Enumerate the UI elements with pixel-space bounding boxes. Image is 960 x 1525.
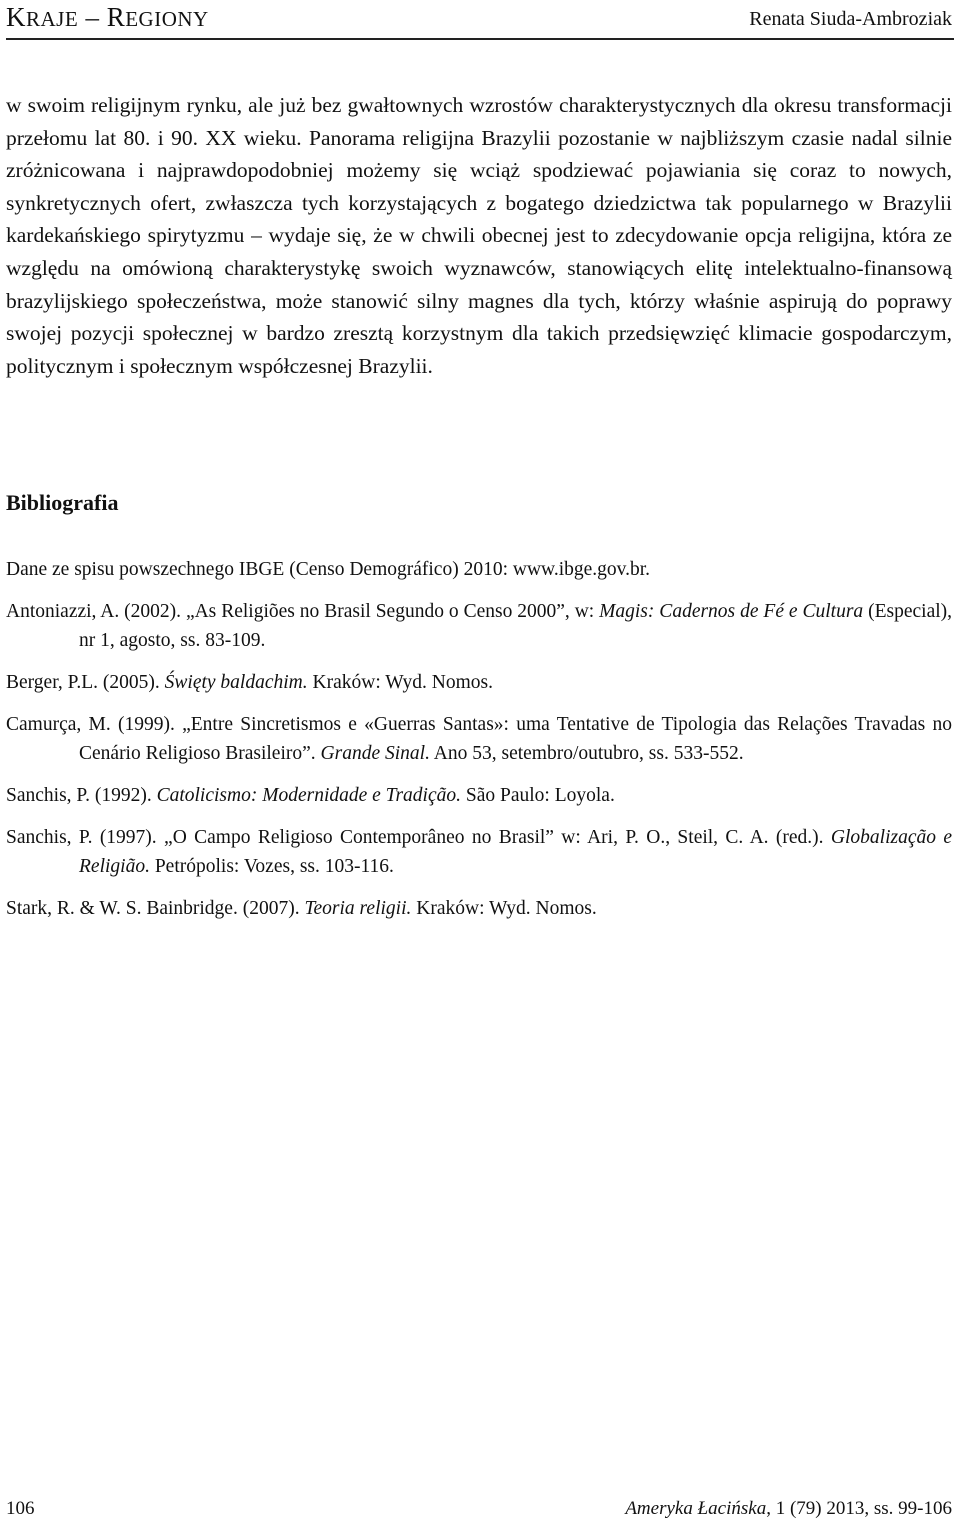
journal-title-egiony: EGIONY <box>125 7 209 31</box>
entry-text: Camurça, M. (1999). „Entre Sincretismos e «Guerras Santas»: uma Tentative de Tipologia das Relações Travadas no Cenário Religioso Brasileiro”. <box>6 714 952 764</box>
entry-title: Magis: Cadernos de Fé e Cultura <box>599 601 864 622</box>
bibliography-heading: Bibliografia <box>6 490 119 515</box>
bibliography-entry <box>6 668 952 697</box>
body-paragraph: w swoim religijnym rynku, ale już bez gwałtownych wzrostów charakterystycznych dla okresu transformacji przełomu lat 80. i 90. XX wieku. Panorama religijna Brazylii pozostanie w najbliższym czasie nadal silnie zróżnicowana i najprawdopodobniej możemy się wciąż spodziewać pojawiania się coraz to nowych, synkretycznych ofert, zwłaszcza tych korzystających z bogatego dziedzictwa tak popularnego w Brazylii kardekańskiego spirytyzmu – wydaje się, że w chwili obecnej jest to zdecydowanie opcja religijna, która ze względu na omówioną charakterystykę swoich wyznawców, stanowiących elitę intelektualno-finansową brazylijskiego społeczeństwa, może stanowić silny magnes dla tych, którzy właśnie aspirują do poprawy swojej pozycji społecznej w bardzo zresztą korzystnym dla takich przedsięwzięć klimacie gospodarczym, politycznym i społecznym współczesnej Brazylii. <box>6 93 952 378</box>
bibliography-entry <box>6 555 952 584</box>
entry-text: Antoniazzi, A. (2002). „As Religiões no Brasil Segundo o Censo 2000”, w: <box>6 601 600 622</box>
entry-text: Dane ze spisu powszechnego IBGE (Censo Demográfico) 2010: www.ibge.gov.br. <box>6 559 651 580</box>
journal-citation <box>625 1498 952 1520</box>
journal-title-dash: – <box>78 2 107 32</box>
entry-title: Święty baldachim. <box>164 672 308 693</box>
author-name: Renata Siuda-Ambroziak <box>749 8 952 30</box>
page-number: 106 <box>6 1498 35 1519</box>
bibliography-list <box>6 555 952 937</box>
entry-text: Sanchis, P. (1997). „O Campo Religioso Contemporâneo no Brasil” w: Ari, P. O., Steil, C. A. (red.). <box>6 827 831 848</box>
entry-details: (Especial), nr 1, agosto, ss. 83-109. <box>79 601 953 651</box>
journal-name: Ameryka Łacińska <box>625 1498 767 1519</box>
entry-text: Berger, P.L. (2005). <box>6 672 165 693</box>
bibliography-entry <box>6 894 952 923</box>
entry-details: São Paulo: Loyola. <box>461 785 615 806</box>
entry-details: Petrópolis: Vozes, ss. 103-116. <box>149 856 394 877</box>
journal-title-k: K <box>6 2 26 32</box>
entry-text: Sanchis, P. (1992). <box>6 785 157 806</box>
bibliography-entry <box>6 781 952 810</box>
entry-title: Grande Sinal. <box>320 743 430 764</box>
bibliography-entry <box>6 823 952 881</box>
entry-details: Kraków: Wyd. Nomos. <box>411 898 597 919</box>
journal-title-r: R <box>106 2 126 32</box>
entry-title: Catolicismo: Modernidade e Tradição. <box>156 785 461 806</box>
journal-issue: , 1 (79) 2013, ss. 99-106 <box>766 1498 952 1519</box>
entry-text: Stark, R. & W. S. Bainbridge. (2007). <box>6 898 305 919</box>
journal-title-raje: RAJE <box>26 7 79 31</box>
bibliography-entry <box>6 597 952 655</box>
entry-title: Globalização e Religião. <box>79 827 953 877</box>
entry-details: Kraków: Wyd. Nomos. <box>307 672 493 693</box>
entry-title: Teoria religii. <box>304 898 412 919</box>
running-header <box>6 0 954 40</box>
entry-details: Ano 53, setembro/outubro, ss. 533-552. <box>429 743 744 764</box>
journal-title <box>6 2 209 33</box>
bibliography-entry <box>6 710 952 768</box>
